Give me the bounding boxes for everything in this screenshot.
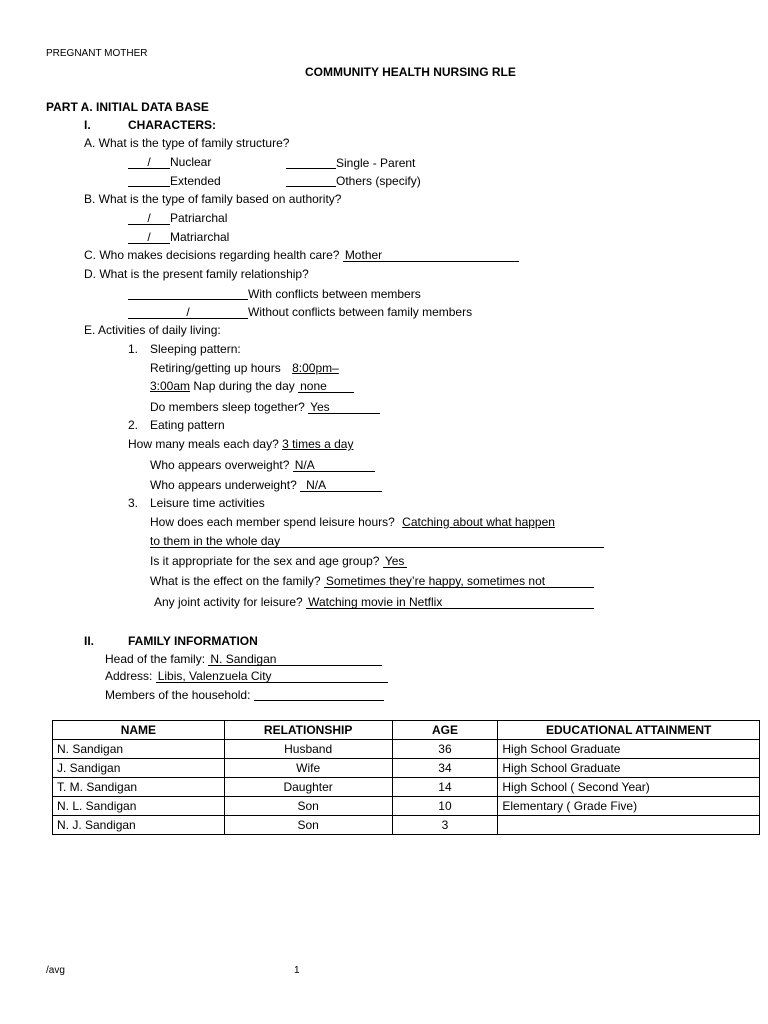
- retiring-label: Retiring/getting up hours: [150, 361, 281, 375]
- cell-name: J. Sandigan: [53, 759, 225, 778]
- part-a-heading: PART A. INITIAL DATA BASE: [46, 100, 209, 114]
- meals-value: 3 times a day: [282, 437, 354, 451]
- cell-age: 3: [392, 816, 498, 835]
- section-1-number: I.: [84, 118, 91, 132]
- nap-label: Nap during the day: [193, 379, 295, 393]
- leisure-hours-value-b: to them in the whole day: [150, 535, 604, 548]
- table-row: [53, 759, 760, 778]
- others-label: Others (specify): [336, 174, 421, 188]
- cell-education: High School Graduate: [498, 740, 760, 759]
- without-conflicts-label: Without conflicts between family members: [248, 305, 473, 319]
- question-c: [84, 249, 519, 262]
- joint-activity-label: Any joint activity for leisure?: [154, 595, 303, 609]
- meals-label: How many meals each day?: [128, 437, 279, 451]
- appropriate-label: Is it appropriate for the sex and age group?: [150, 554, 380, 568]
- eating-number: 2.: [128, 418, 139, 432]
- question-b: B. What is the type of family based on authority?: [84, 192, 342, 206]
- leisure-hours-value-a: Catching about what happen: [402, 515, 555, 529]
- nuclear-mark: /: [128, 156, 170, 169]
- extended-label: Extended: [170, 174, 221, 188]
- appropriate-line: [150, 555, 407, 568]
- head-of-family-label: Head of the family:: [105, 652, 206, 666]
- question-a: A. What is the type of family structure?: [84, 136, 290, 150]
- head-of-family-line: [105, 653, 382, 666]
- cell-relationship: Husband: [224, 740, 392, 759]
- leisure-hours-line: [150, 516, 555, 528]
- option-others: [286, 174, 421, 187]
- question-e: E. Activities of daily living:: [84, 323, 221, 337]
- header-age: AGE: [392, 721, 498, 740]
- single-parent-label: Single - Parent: [336, 156, 416, 170]
- cell-name: N. J. Sandigan: [53, 816, 225, 835]
- option-without-conflicts: [128, 306, 472, 319]
- nap-line: [150, 380, 354, 393]
- retiring-hours: [150, 362, 339, 374]
- with-conflicts-label: With conflicts between members: [248, 287, 421, 301]
- option-extended: [128, 174, 221, 187]
- sleep-together-label: Do members sleep together?: [150, 400, 305, 414]
- overweight-label: Who appears overweight?: [150, 458, 290, 472]
- underweight-label: Who appears underweight?: [150, 478, 297, 492]
- cell-name: N. Sandigan: [53, 740, 225, 759]
- option-matriarchal: [128, 231, 229, 244]
- cell-education: Elementary ( Grade Five): [498, 797, 760, 816]
- footer-initials: /avg: [46, 965, 65, 976]
- meals-line: [128, 438, 353, 450]
- cell-age: 10: [392, 797, 498, 816]
- table-row: [53, 816, 760, 835]
- section-2-number: II.: [84, 634, 95, 648]
- household-members-blank: [254, 688, 384, 701]
- cell-age: 34: [392, 759, 498, 778]
- single-parent-blank: [286, 156, 336, 169]
- overweight-line: [150, 459, 375, 472]
- leisure-hours-label: How does each member spend leisure hours?: [150, 515, 395, 529]
- cell-age: 36: [392, 740, 498, 759]
- table-row: [53, 778, 760, 797]
- nuclear-label: Nuclear: [170, 155, 212, 169]
- patriarchal-label: Patriarchal: [170, 211, 228, 225]
- header-educational-attainment: EDUCATIONAL ATTAINMENT: [498, 721, 760, 740]
- option-nuclear: [128, 156, 211, 169]
- retiring-value-b: 3:00am: [150, 379, 191, 393]
- underweight-value: N/A: [300, 479, 382, 492]
- retiring-value-a: 8:00pm–: [292, 361, 339, 375]
- head-of-family-value: N. Sandigan: [208, 653, 382, 666]
- nap-value: none: [298, 380, 354, 393]
- address-line: [105, 670, 388, 683]
- sleep-together-line: [150, 401, 380, 414]
- option-with-conflicts: [128, 287, 421, 300]
- leisure-hours-line-2: [150, 535, 604, 548]
- eating-title: Eating pattern: [150, 418, 225, 432]
- underweight-line: [150, 479, 382, 492]
- household-members-line: [105, 688, 384, 701]
- cell-age: 14: [392, 778, 498, 797]
- joint-activity-value: Watching movie in Netflix: [306, 596, 594, 609]
- cell-relationship: Son: [224, 797, 392, 816]
- option-single-parent: [286, 156, 415, 169]
- effect-line: [150, 575, 594, 588]
- leisure-number: 3.: [128, 496, 139, 510]
- cell-education: High School ( Second Year): [498, 778, 760, 797]
- question-d: D. What is the present family relationship?: [84, 267, 309, 281]
- without-conflicts-mark: /: [128, 306, 248, 319]
- document-title: COMMUNITY HEALTH NURSING RLE: [305, 65, 516, 79]
- address-value: Libis, Valenzuela City: [156, 670, 388, 683]
- decision-maker-answer: Mother: [343, 249, 519, 262]
- question-c-text: C. Who makes decisions regarding health care?: [84, 248, 340, 262]
- header-name: NAME: [53, 721, 225, 740]
- appropriate-value: Yes: [383, 555, 407, 568]
- extended-blank: [128, 174, 170, 187]
- address-label: Address:: [105, 669, 153, 683]
- document-top-label: PREGNANT MOTHER: [46, 48, 148, 59]
- cell-relationship: Son: [224, 816, 392, 835]
- patriarchal-mark: /: [128, 212, 170, 225]
- leisure-title: Leisure time activities: [150, 496, 265, 510]
- cell-education: High School Graduate: [498, 759, 760, 778]
- cell-education: [498, 816, 760, 835]
- others-blank: [286, 174, 336, 187]
- with-conflicts-blank: [128, 287, 248, 300]
- header-relationship: RELATIONSHIP: [224, 721, 392, 740]
- joint-activity-line: [154, 596, 594, 609]
- table-row: [53, 740, 760, 759]
- matriarchal-mark: /: [128, 231, 170, 244]
- cell-relationship: Wife: [224, 759, 392, 778]
- cell-name: T. M. Sandigan: [53, 778, 225, 797]
- matriarchal-label: Matriarchal: [170, 230, 230, 244]
- section-2-title: FAMILY INFORMATION: [128, 634, 258, 648]
- option-patriarchal: [128, 212, 227, 225]
- table-row: [53, 797, 760, 816]
- sleeping-title: Sleeping pattern:: [150, 342, 241, 356]
- section-1-title: CHARACTERS:: [128, 118, 216, 132]
- effect-value: Sometimes they’re happy, sometimes not: [324, 575, 594, 588]
- sleep-together-value: Yes: [308, 401, 380, 414]
- sleeping-number: 1.: [128, 342, 139, 356]
- household-members-label: Members of the household:: [105, 688, 251, 702]
- overweight-value: N/A: [293, 459, 375, 472]
- cell-name: N. L. Sandigan: [53, 797, 225, 816]
- table-header-row: [53, 721, 760, 740]
- effect-label: What is the effect on the family?: [150, 574, 321, 588]
- cell-relationship: Daughter: [224, 778, 392, 797]
- page-number: 1: [294, 965, 300, 976]
- family-members-table: [52, 720, 760, 835]
